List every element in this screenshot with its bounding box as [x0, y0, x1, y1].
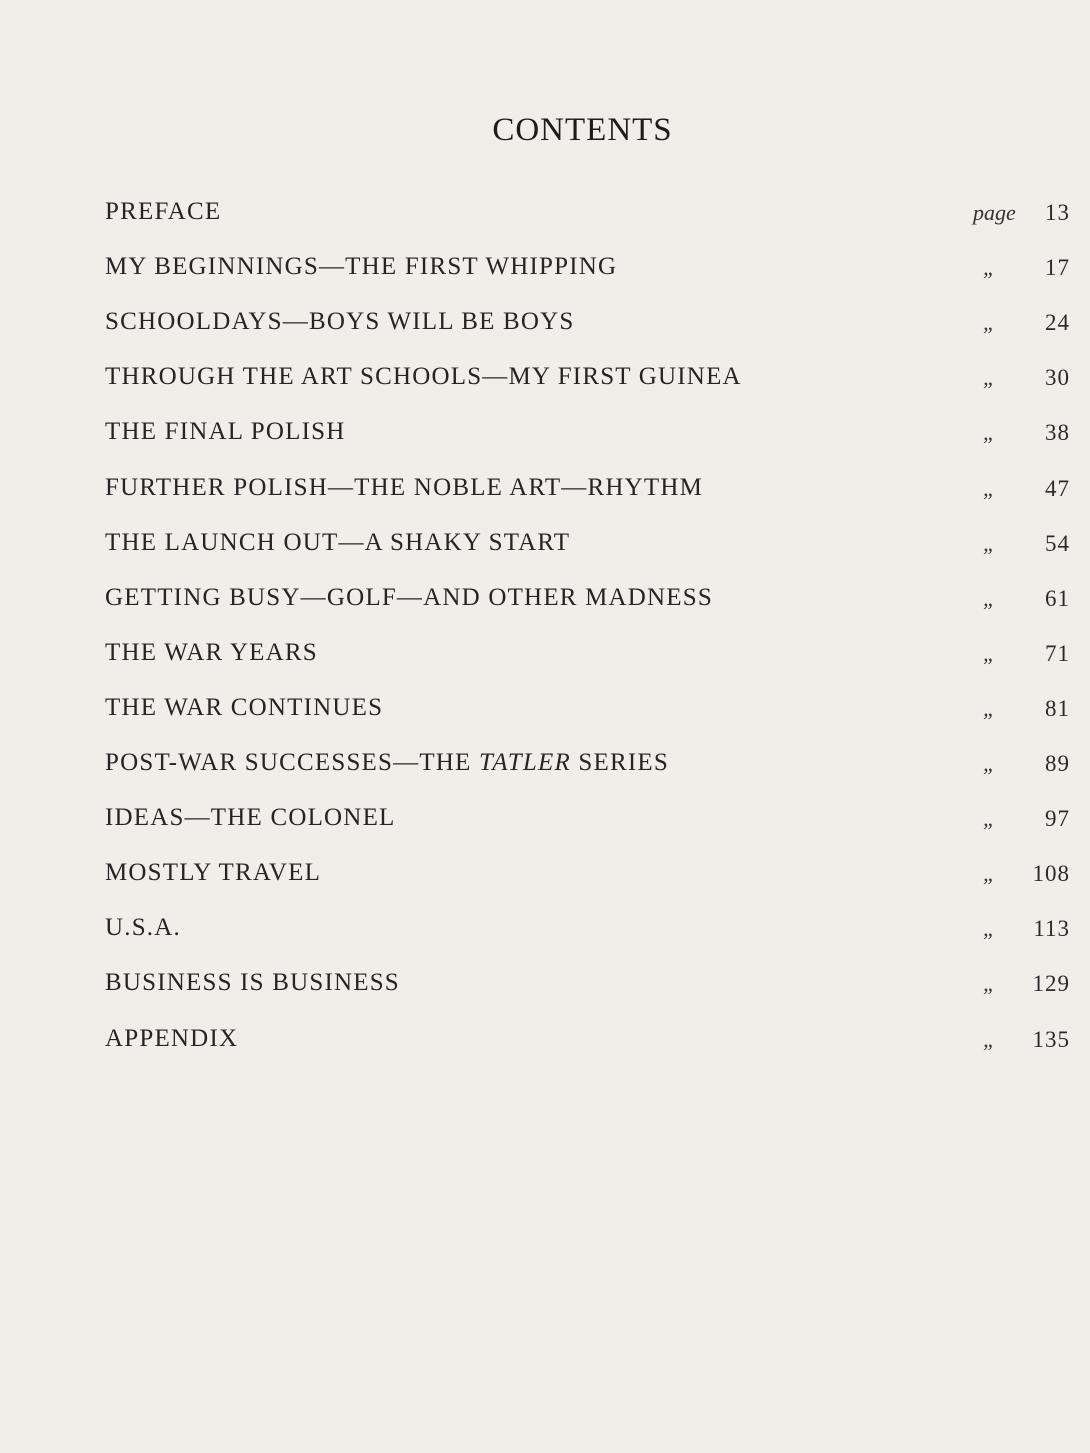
toc-entry-title: THE WAR YEARS [105, 638, 318, 666]
toc-entry-title: THE WAR CONTINUES [105, 693, 384, 721]
toc-entry [105, 198, 1070, 238]
toc-entry [105, 253, 1070, 293]
ditto-mark: „ [983, 695, 996, 721]
toc-page-number: 13 [1045, 200, 1070, 225]
toc-entry-title-part: POST-WAR SUCCESSES—THE [105, 749, 479, 776]
toc-page-number: 54 [1045, 530, 1070, 556]
page-title: CONTENTS [492, 112, 673, 148]
toc-entry-title: PREFACE [105, 198, 222, 225]
toc-entry [105, 1025, 1070, 1065]
toc-entry-title: GETTING BUSY—GOLF—AND OTHER MADNESS [105, 583, 713, 611]
ditto-mark: „ [983, 255, 996, 281]
toc-entry [105, 584, 1070, 624]
toc-entry [105, 363, 1070, 403]
toc-page-number: 113 [1033, 916, 1070, 942]
toc-page-number: 129 [1032, 971, 1070, 997]
toc-page-number: 89 [1045, 751, 1070, 776]
toc-entry [105, 969, 1070, 1009]
toc-entry-title: THROUGH THE ART SCHOOLS—MY FIRST GUINEA [105, 363, 742, 391]
toc-entry [105, 474, 1070, 514]
toc-entry [105, 418, 1070, 458]
toc-entry-title [105, 749, 669, 777]
toc-page-number: 71 [1045, 640, 1070, 666]
ditto-mark: „ [983, 585, 996, 611]
toc-entry-title: THE LAUNCH OUT—A SHAKY START [105, 528, 571, 556]
toc-page-number: 24 [1045, 310, 1070, 336]
ditto-mark: „ [983, 861, 996, 887]
toc-entry [105, 859, 1070, 899]
ditto-mark: „ [983, 1026, 996, 1052]
ditto-mark: „ [983, 751, 996, 776]
toc-entry [105, 308, 1070, 348]
toc-entry [105, 529, 1070, 569]
toc-entry-title: IDEAS—THE COLONEL [105, 804, 396, 832]
toc-page-number: 30 [1045, 365, 1070, 391]
toc-page-number: 81 [1045, 695, 1070, 721]
toc-entry-title: THE FINAL POLISH [105, 418, 346, 446]
toc-entry [105, 694, 1070, 734]
toc-entry-title: SCHOOLDAYS—BOYS WILL BE BOYS [105, 308, 575, 336]
toc-entry-title: U.S.A. [105, 914, 181, 942]
ditto-mark: „ [983, 420, 996, 446]
toc-entry-title: MOSTLY TRAVEL [105, 859, 322, 887]
toc-entry-title-part: TATLER [478, 749, 571, 776]
toc-page-number: 38 [1045, 420, 1070, 446]
toc-entry-title: APPENDIX [105, 1024, 239, 1052]
toc-entry-title: BUSINESS IS BUSINESS [105, 969, 400, 997]
toc-page-number: 135 [1032, 1026, 1070, 1052]
toc-entry [105, 804, 1070, 844]
toc-entry [105, 749, 1070, 789]
ditto-mark: „ [983, 971, 996, 997]
ditto-mark: „ [983, 365, 996, 391]
toc-entry [105, 639, 1070, 679]
toc-entry [105, 914, 1070, 954]
ditto-mark: „ [983, 806, 996, 832]
toc-page-number: 108 [1032, 861, 1070, 887]
toc-entry-title: MY BEGINNINGS—THE FIRST WHIPPING [105, 253, 618, 281]
toc-entry-title-part: SERIES [570, 749, 669, 776]
page-label: page [973, 200, 1016, 225]
toc-page-number: 17 [1045, 255, 1070, 281]
ditto-mark: „ [983, 310, 996, 336]
ditto-mark: „ [983, 475, 996, 501]
toc-page-number: 47 [1045, 475, 1070, 501]
toc-entry-title: FURTHER POLISH—THE NOBLE ART—RHYTHM [105, 473, 704, 501]
toc-page-number: 97 [1045, 806, 1070, 832]
ditto-mark: „ [983, 916, 996, 942]
ditto-mark: „ [983, 530, 996, 556]
toc-page-number: 61 [1045, 585, 1070, 611]
ditto-mark: „ [983, 640, 996, 666]
